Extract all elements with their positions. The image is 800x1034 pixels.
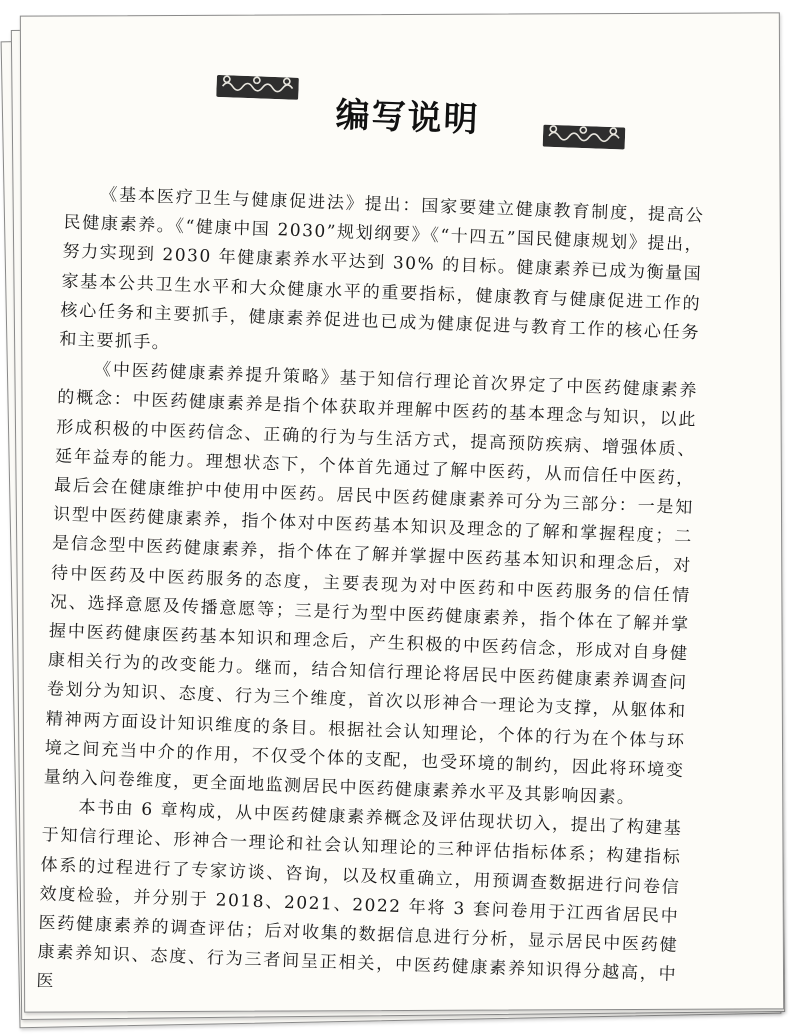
page-title: 编写说明 [334,95,481,141]
title-row [66,64,708,167]
paragraph-tcm-literacy-concept: 《中医药健康素养提升策略》基于知信行理论首次界定了中医药健康素养的概念：中医药健康素养是指个体获取并理解中医药的基本理念与知识，以此形成积极的中医药信念、正确的行为与生活方式，提高预防疾病、增强体质、延年益寿的能力。理想状态下，个体首先通过了解中医药，从而信任中医药，最后会在健康维护中使用中医药。居民中医药健康素养可分为三部分：一是知识型中医药健康素养，指个体对中医药基本知识及理念的了解和掌握程度；二是信念型中医药健康素养，指个体在了解并掌握中医药基本知识和理念后，对待中医药及中医药服务的态度，主要表现为对中医药和中医药服务的信任情况、选择意愿及传播意愿等；三是行为型中医药健康素养，指个体在了解并掌握中医药健康医药基本知识和理念后，产生积极的中医药信念，形成对自身健康相关行为的改变能力。继而，结合知信行理论将居民中医药健康素养调查问卷划分为知识、态度、行为三个维度，首次以形神合一理论为支撑，从躯体和精神两方面设计知识维度的条目。根据社会认知理论，个体的行为在个体与环境之间充当中介的作用，不仅受个体的支配，也受环境的制约，因此将环境变量纳入问卷维度，更全面地监测居民中医药健康素养水平及其影响因素。 [43,359,699,809]
page-content [36,64,709,1020]
cloud-ornament-right-icon [543,125,626,150]
paragraph-book-structure: 本书由 6 章构成，从中医药健康素养概念及评估现状切入，提出了构建基于知信行理论、形神合一理论和社会认知理论的三种评估指标体系；构建指标体系的过程进行了专家访谈、咨询，以及权重确立，用预调查数据进行问卷信效度检验，并分别于 2018、2021、2022 年将 3 套问卷用于江西省居民中医药健康素养的调查评估；后对收集的数据信息进行分析，显示居民中医药健康素养知识、态度、行为三者间呈正相关，中医药健康素养知识得分越高，中医 [36,797,683,993]
cloud-ornament-left-icon [216,75,299,100]
paper-sheet-front [20,12,784,1012]
paragraph-law: 《基本医疗卫生与健康促进法》提出：国家要建立健康教育制度，提高公民健康素养。《“健康中国 2030”规划纲要》《“十四五”国民健康规划》提出，努力实现到 2030 年健康素养水平达到 30% 的目标。健康素养已成为衡量国家基本公共卫生水平和大众健康水平的重要指标，健康教育与健康促进工作的核心任务和主要抓手，健康素养促进也已成为健康促进与教育工作的核心任务和主要抓手。 [59,184,705,354]
body-text [36,180,705,1020]
